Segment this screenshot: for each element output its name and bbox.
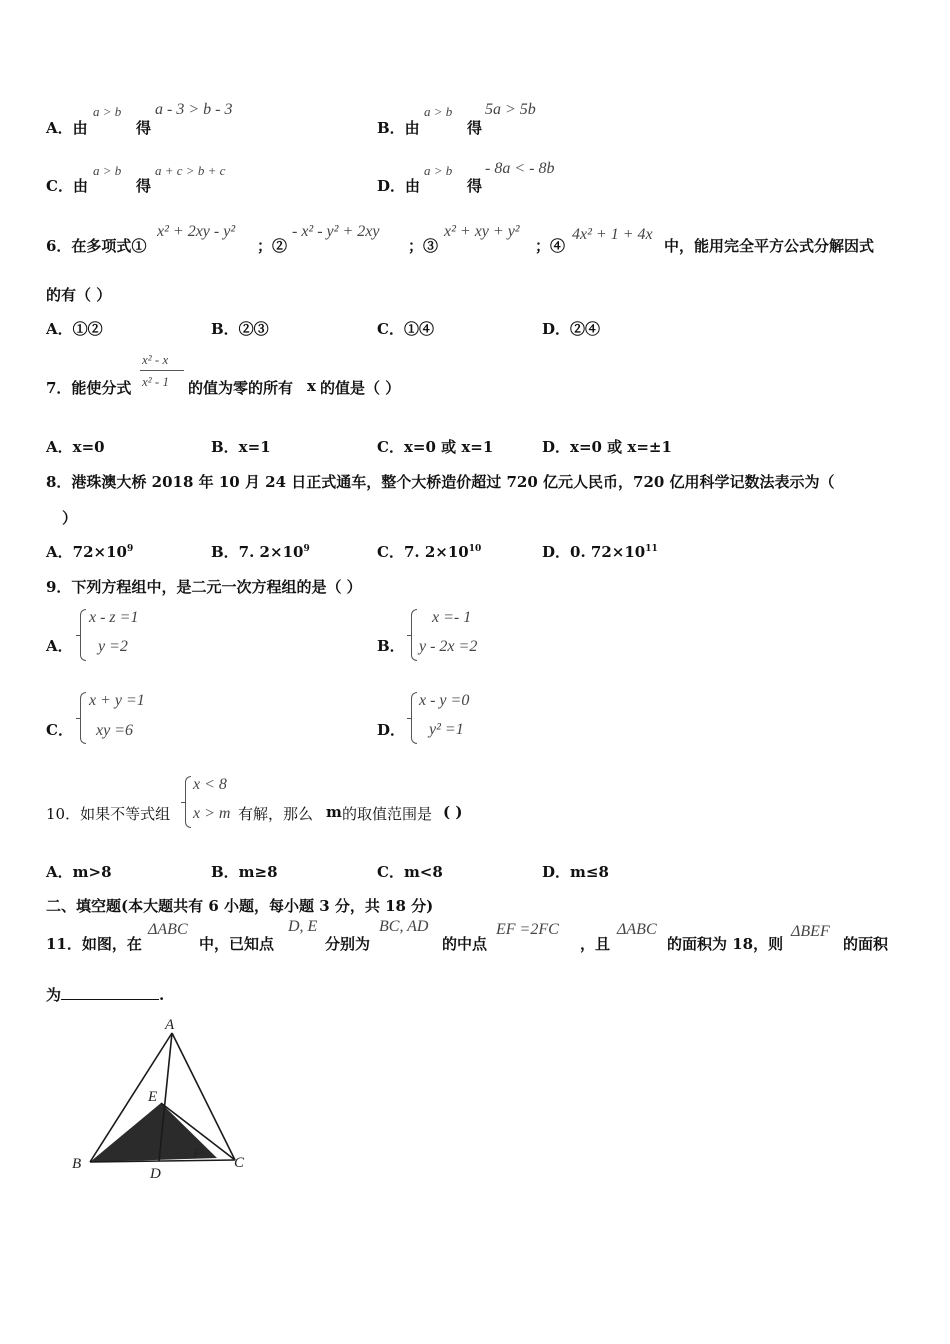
q5-c-result: a + c > b + c bbox=[155, 163, 226, 178]
q6-option-c: C．①④ bbox=[377, 320, 434, 338]
q10-tail: 有解，那么 bbox=[238, 805, 314, 823]
q8-option-a: A．$72\times 10^9$ bbox=[46, 543, 134, 561]
q9-stem: 9．下列方程组中，是二元一次方程组的是（ ） bbox=[46, 578, 362, 596]
q11-t3: 的中点 bbox=[442, 935, 488, 953]
q7-tail2: 的值是（ ） bbox=[320, 379, 401, 397]
q10-eq2: x > m bbox=[193, 805, 231, 822]
q7-tail: 的值为零的所有 bbox=[188, 379, 294, 397]
q5-d-cond: a > b bbox=[424, 163, 453, 178]
q11-t2: 分别为 bbox=[325, 935, 371, 953]
q11-relation: EF =2FC bbox=[496, 921, 559, 938]
q5-b-result: 5a > 5b bbox=[485, 101, 536, 118]
q5-b-de: 得 bbox=[467, 119, 483, 137]
q6-option-d: D．②④ bbox=[542, 320, 601, 338]
q7-option-c: C．x=0 或 x=1 bbox=[377, 438, 494, 456]
q7-option-d: D．x=0 或 x=±1 bbox=[542, 438, 672, 456]
q6-poly-4: 4x² + 1 + 4x bbox=[572, 226, 653, 243]
label-c: C bbox=[234, 1155, 245, 1171]
q7-option-b: B．x=1 bbox=[211, 438, 271, 456]
q9-b-eq2: y - 2x =2 bbox=[419, 638, 478, 655]
q11-segments: BC, AD bbox=[379, 918, 429, 935]
q8-option-b: B．7. $2\times 10^9$ bbox=[211, 543, 310, 561]
label-e: E bbox=[148, 1089, 158, 1105]
q6-tail: 中，能用完全平方公式分解因式 bbox=[664, 237, 875, 255]
q9-d-brace bbox=[411, 692, 417, 744]
q10-tail2: 的取值范围是 bbox=[342, 805, 433, 823]
q6-sep-2: ；② bbox=[257, 237, 288, 255]
q11-points: D, E bbox=[288, 918, 318, 935]
section-2-header: 二、填空题(本大题共有 6 小题，每小题 3 分，共 18 分) bbox=[46, 897, 434, 915]
q6-poly-1: x² + 2xy - y² bbox=[157, 223, 236, 240]
q10-brace bbox=[185, 776, 191, 828]
q11-intro: 11．如图，在 bbox=[46, 935, 142, 953]
q11-t5: 的面积为 18，则 bbox=[667, 935, 784, 953]
triangle-figure bbox=[60, 1015, 260, 1185]
q11-tri1: ΔABC bbox=[148, 921, 188, 938]
q10-option-c: C．m<8 bbox=[377, 863, 443, 881]
q9-a-eq1: x - z =1 bbox=[89, 609, 139, 626]
q11-t1: 中，已知点 bbox=[199, 935, 275, 953]
q9-b-eq1: x =- 1 bbox=[432, 609, 472, 626]
q5-d-label: D．由 bbox=[377, 177, 421, 195]
q9-a-eq2: y =2 bbox=[98, 638, 128, 655]
q9-b-label: B． bbox=[377, 637, 405, 655]
q5-c-cond: a > b bbox=[93, 163, 122, 178]
q9-b-brace bbox=[411, 609, 417, 661]
label-a: A bbox=[165, 1017, 175, 1033]
q6-poly-3: x² + xy + y² bbox=[444, 223, 520, 240]
q7-denominator: x² - 1 bbox=[142, 374, 169, 389]
q6-sep-4: ；④ bbox=[535, 237, 566, 255]
q9-a-brace bbox=[80, 609, 86, 661]
q11-tri2: ΔABC bbox=[617, 921, 657, 938]
q6-poly-2: - x² - y² + 2xy bbox=[292, 223, 380, 240]
q10-eq1: x < 8 bbox=[193, 776, 227, 793]
q6-intro: 6．在多项式① bbox=[46, 237, 147, 255]
q7-var: x bbox=[307, 377, 316, 395]
q7-intro: 7．能使分式 bbox=[46, 379, 132, 397]
q5-a-label: A．由 bbox=[46, 119, 88, 137]
q10-intro: 10．如果不等式组 bbox=[46, 805, 171, 823]
q5-a-de: 得 bbox=[136, 119, 152, 137]
q5-a-result: a - 3 > b - 3 bbox=[155, 101, 233, 118]
q5-b-cond: a > b bbox=[424, 104, 453, 119]
q8-line2: ） bbox=[62, 509, 78, 527]
q8-option-c: C．7. $2\times 10^{10}$ bbox=[377, 543, 482, 561]
label-d: D bbox=[150, 1166, 161, 1182]
q10-var: m bbox=[326, 803, 342, 821]
q9-d-eq1: x - y =0 bbox=[419, 692, 470, 709]
q9-c-label: C． bbox=[46, 721, 73, 739]
q7-option-a: A．x=0 bbox=[46, 438, 105, 456]
q9-d-eq2: y² =1 bbox=[429, 721, 464, 738]
q6-sep-3: ；③ bbox=[408, 237, 439, 255]
q11-tri3: ΔBEF bbox=[791, 923, 830, 940]
q9-c-eq1: x + y =1 bbox=[89, 692, 145, 709]
q10-option-a: A．m>8 bbox=[46, 863, 112, 881]
q6-option-b: B．②③ bbox=[211, 320, 269, 338]
q7-fraction-bar bbox=[140, 370, 184, 371]
q5-b-label: B．由 bbox=[377, 119, 420, 137]
label-f: F bbox=[193, 1146, 203, 1162]
triangle-figure-svg bbox=[60, 1015, 260, 1185]
q5-a-cond: a > b bbox=[93, 104, 122, 119]
q10-option-b: B．m≥8 bbox=[211, 863, 278, 881]
q8-line1: 8．港珠澳大桥 2018 年 10 月 24 日正式通车，整个大桥造价超过 720 亿元人民币，720 亿用科学记数法表示为（ bbox=[46, 473, 835, 491]
q11-answer-blank[interactable] bbox=[61, 985, 159, 1000]
q11-t6: 的面积 bbox=[843, 935, 889, 953]
q9-d-label: D． bbox=[377, 721, 406, 739]
label-b: B bbox=[72, 1156, 82, 1172]
q6-line2: 的有（ ） bbox=[46, 286, 112, 304]
q5-d-de: 得 bbox=[467, 177, 483, 195]
q5-d-result: - 8a < - 8b bbox=[485, 160, 555, 177]
q9-c-eq2: xy =6 bbox=[96, 722, 133, 739]
q7-numerator: x² - x bbox=[142, 352, 169, 367]
q10-option-d: D．m≤8 bbox=[542, 863, 609, 881]
q11-t4: ，且 bbox=[580, 935, 611, 953]
q9-c-brace bbox=[80, 692, 86, 744]
q9-a-label: A． bbox=[46, 637, 73, 655]
q5-c-label: C．由 bbox=[46, 177, 88, 195]
q5-c-de: 得 bbox=[136, 177, 152, 195]
q10-paren: ( ) bbox=[443, 803, 463, 821]
q6-option-a: A．①② bbox=[46, 320, 103, 338]
q8-option-d: D．0. $72\times 10^{11}$ bbox=[542, 543, 658, 561]
q11-line2: 为 . bbox=[46, 986, 165, 1004]
